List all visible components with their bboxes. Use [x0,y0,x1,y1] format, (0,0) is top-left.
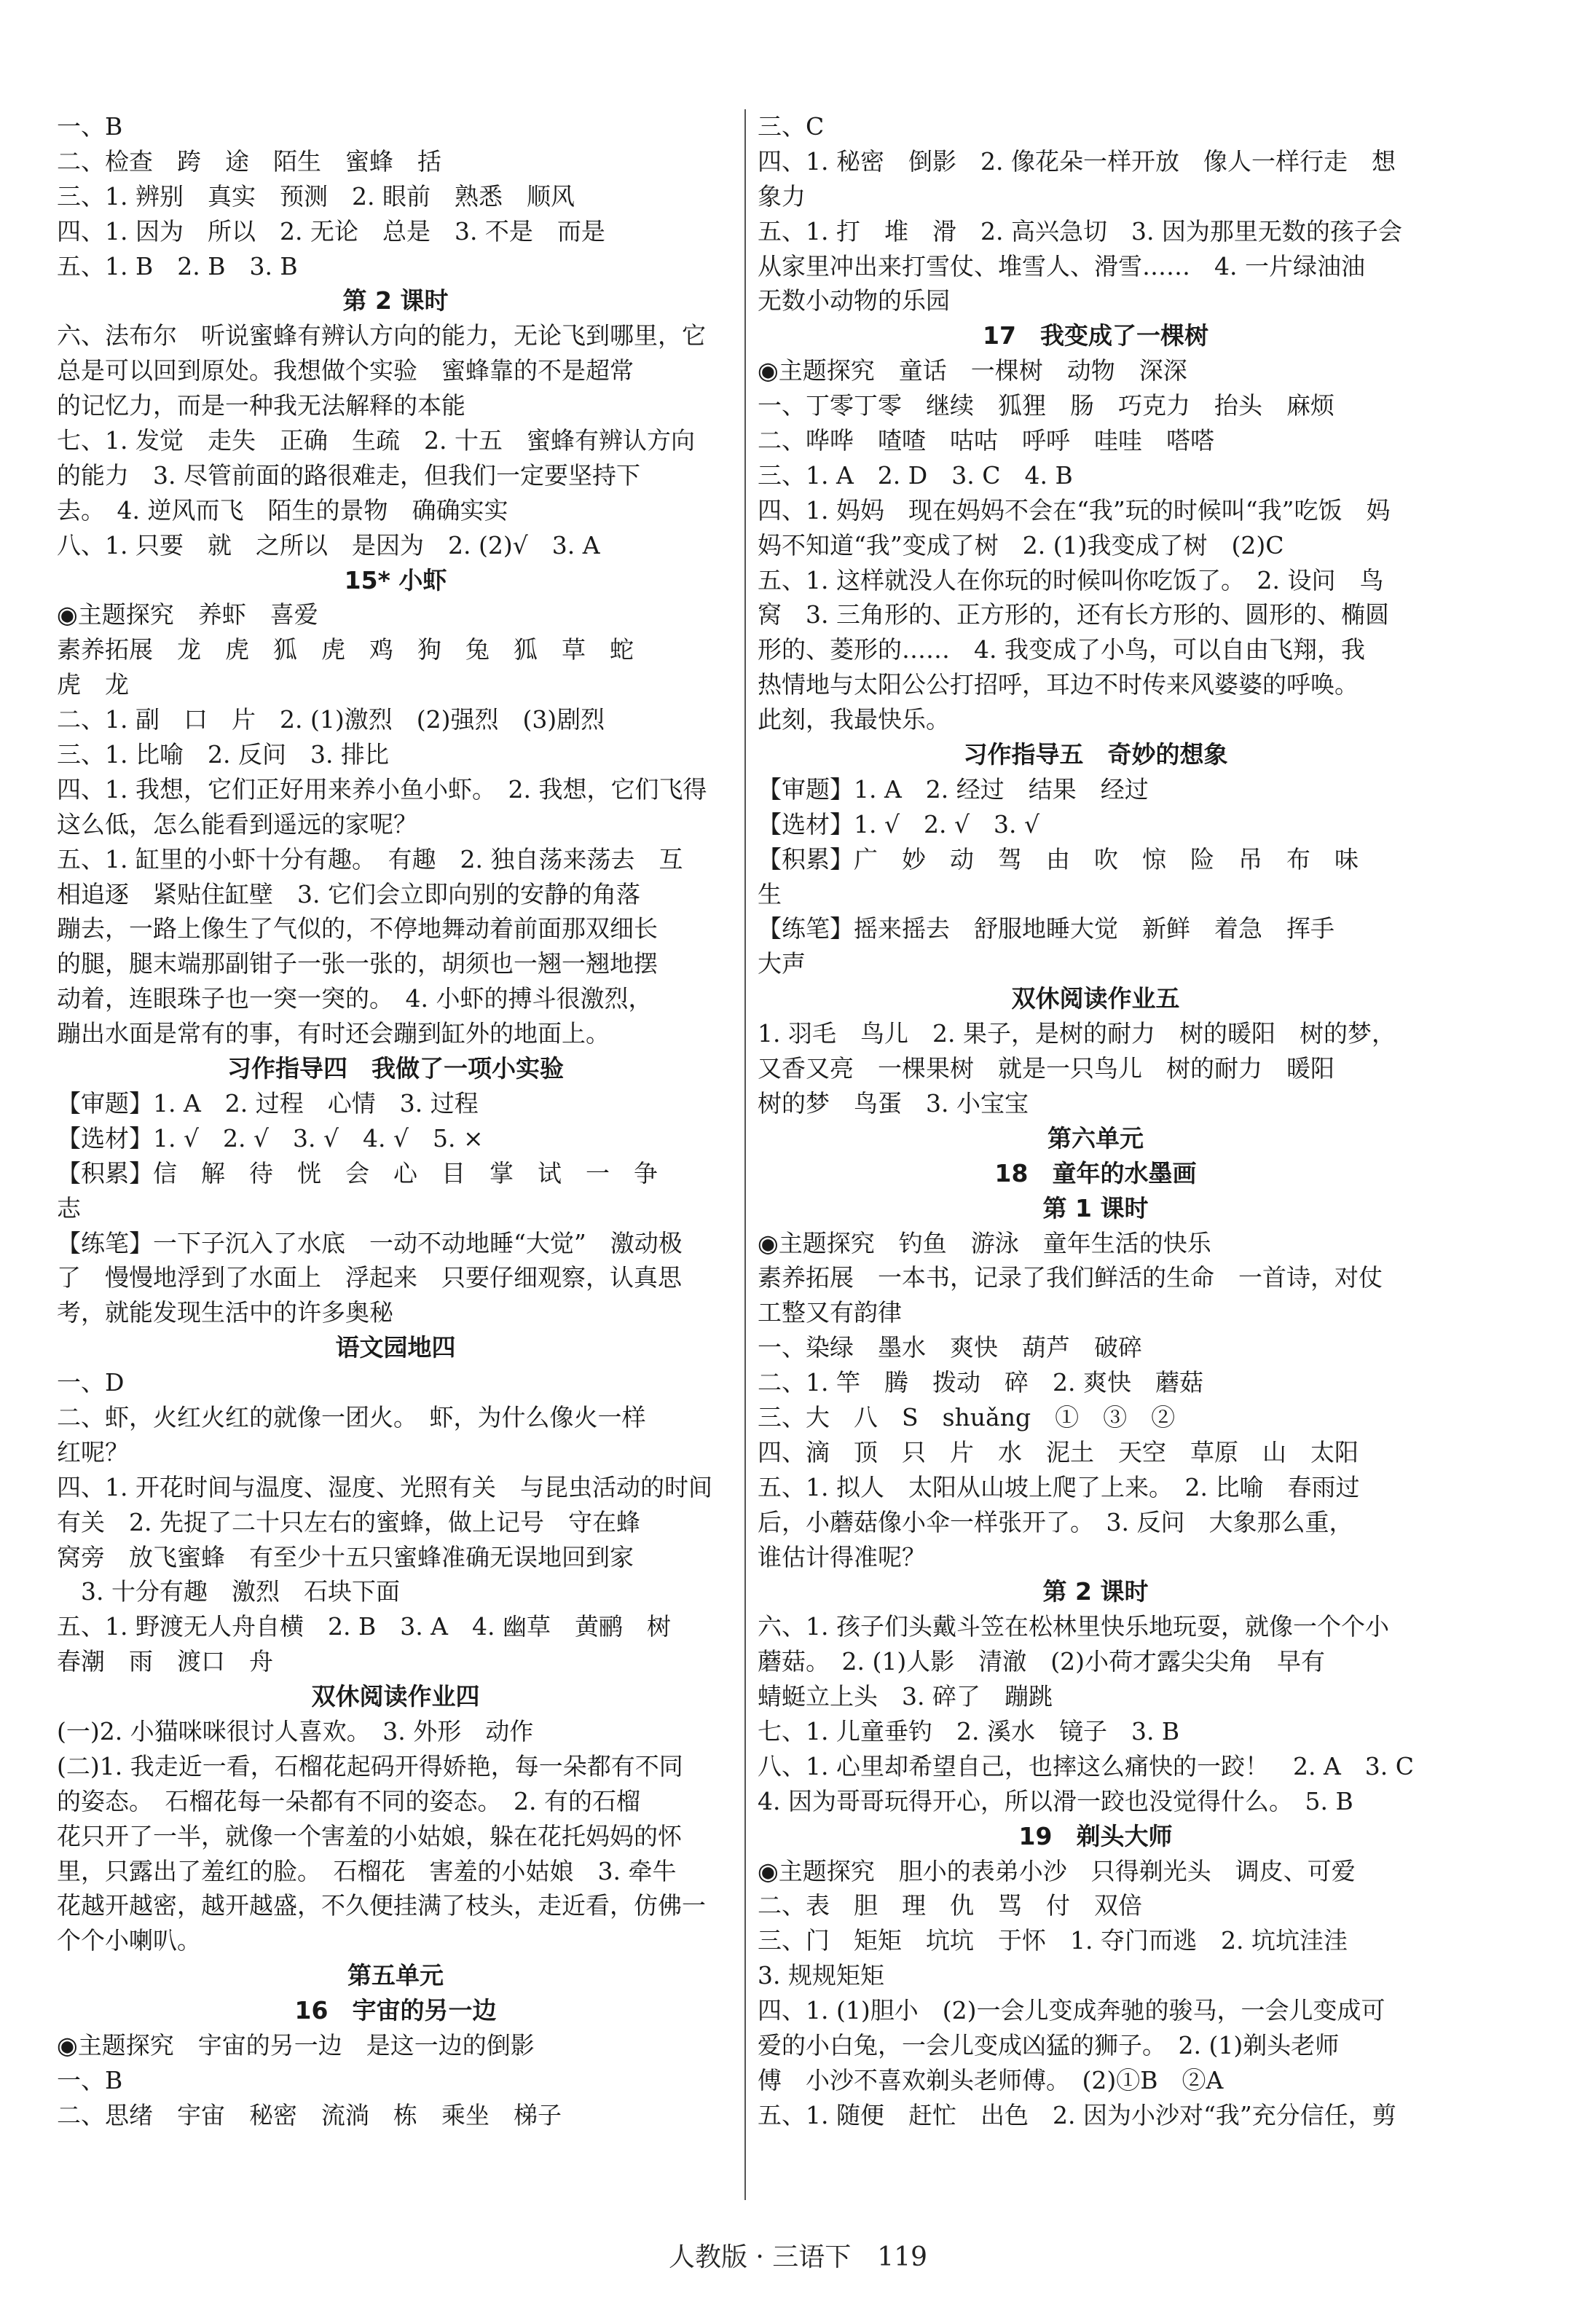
answer-line: 二、表 胆 理 仇 骂 付 双倍 [758,1891,1142,1920]
answer-line: 二、哗哗 喳喳 咕咕 呼呼 哇哇 嗒嗒 [758,426,1214,455]
answer-line: ◉主题探究 宇宙的另一边 是这一边的倒影 [57,2030,535,2059]
answer-line: 素养拓展 龙 虎 狐 虎 鸡 狗 兔 狐 草 蛇 [57,635,634,664]
answer-line: 八、1. 心里却希望自己，也摔这么痛快的一跤！ 2. A 3. C [758,1751,1415,1780]
answer-line: 【审题】1. A 2. 经过 结果 经过 [758,774,1149,804]
section-heading: 19 剃头大师 [1018,1821,1173,1850]
section-heading: 15* 小虾 [344,565,447,594]
column-divider [744,109,746,2200]
answer-line: 素养拓展 一本书，记录了我们鲜活的生命 一首诗，对仗 [758,1263,1383,1292]
answer-line: 花只开了一半，就像一个害羞的小姑娘，躲在花托妈妈的怀 [57,1821,682,1850]
answer-line: 五、1. 野渡无人舟自横 2. B 3. A 4. 幽草 黄鹂 树 [57,1612,671,1641]
answer-line: 的能力 3. 尽管前面的路很难走，但我们一定要坚持下 [57,460,640,490]
section-heading: 第 1 课时 [1042,1193,1149,1222]
answer-line: 二、思绪 宇宙 秘密 流淌 栋 乘坐 梯子 [57,2100,562,2129]
answer-line: 又香又亮 一棵果树 就是一只鸟儿 树的耐力 暖阳 [758,1054,1334,1083]
answer-line: 窝 3. 三角形的、正方形的，还有长方形的、圆形的、椭圆 [758,600,1389,629]
answer-line: 四、1. 妈妈 现在妈妈不会在“我”玩的时候叫“我”吃饭 妈 [758,495,1391,525]
answer-line: 三、大 八 S shuǎng ① ③ ② [758,1402,1176,1432]
answer-line: 六、1. 孩子们头戴斗笠在松林里快乐地玩耍，就像一个个小 [758,1612,1389,1641]
answer-line: 三、门 矩矩 坑坑 于怀 1. 夺门而逃 2. 坑坑洼洼 [758,1926,1348,1955]
answer-line: 蜻蜓立上头 3. 碎了 蹦跳 [758,1682,1053,1711]
answer-line: 四、1. 秘密 倒影 2. 像花朵一样开放 像人一样行走 想 [758,146,1396,176]
left-column [57,109,734,2133]
answer-line: 里，只露出了羞红的脸。 石榴花 害羞的小姑娘 3. 牵牛 [57,1856,677,1885]
section-heading: 双休阅读作业四 [311,1682,480,1711]
answer-line: 大声 [758,949,806,978]
answer-line: 生 [758,879,782,908]
answer-line: (二)1. 我走近一看，石榴花起码开得娇艳，每一朵都有不同 [57,1751,683,1780]
answer-line: 四、1. 因为 所以 2. 无论 总是 3. 不是 而是 [57,216,605,246]
answer-line: 二、1. 竿 腾 拨动 碎 2. 爽快 蘑菇 [758,1368,1203,1397]
answer-line: 窝旁 放飞蜜蜂 有至少十五只蜜蜂准确无误地回到家 [57,1542,634,1571]
answer-line: 【选材】1. √ 2. √ 3. √ 4. √ 5. × [57,1123,484,1152]
section-heading: 双休阅读作业五 [1011,984,1180,1013]
answer-line: 有关 2. 先捉了二十只左右的蜜蜂，做上记号 守在蜂 [57,1507,640,1536]
answer-line: 四、1. 开花时间与温度、湿度、光照有关 与昆虫活动的时间 [57,1472,712,1501]
answer-line: 【审题】1. A 2. 过程 心情 3. 过程 [57,1088,479,1118]
answer-line: 四、1. (1)胆小 (2)一会儿变成奔驰的骏马，一会儿变成可 [758,1996,1385,2025]
answer-line: 五、1. 打 堆 滑 2. 高兴急切 3. 因为那里无数的孩子会 [758,216,1402,246]
answer-line: 一、B [57,2065,123,2094]
answer-line: 爱的小白兔，一会儿变成凶猛的狮子。 2. (1)剃头老师 [758,2030,1340,2059]
answer-line: 妈不知道“我”变成了树 2. (1)我变成了树 (2)C [758,530,1284,559]
answer-line: 此刻，我最快乐。 [758,705,950,734]
answer-line: 【练笔】摇来摇去 舒服地睡大觉 新鲜 着急 挥手 [758,914,1334,943]
answer-line: 3. 十分有趣 激烈 石块下面 [57,1577,400,1606]
answer-line: 五、1. 缸里的小虾十分有趣。 有趣 2. 独自荡来荡去 互 [57,844,683,873]
answer-line: 动着，连眼珠子也一突一突的。 4. 小虾的搏斗很激烈， [57,984,653,1013]
answer-line: 蹦去，一路上像生了气似的，不停地舞动着前面那双细长 [57,914,658,943]
answer-line: 的腿，腿末端那副钳子一张一张的，胡须也一翘一翘地摆 [57,949,658,978]
section-heading: 第 2 课时 [342,286,449,315]
answer-line: 三、1. 比喻 2. 反问 3. 排比 [57,740,389,769]
answer-line: 后，小蘑菇像小伞一样张开了。 3. 反问 大象那么重， [758,1507,1353,1536]
answer-line: 个个小喇叭。 [57,1926,201,1955]
section-heading: 第五单元 [347,1961,444,1990]
answer-line: 傅 小沙不喜欢剃头老师傅。 (2)①B ②A [758,2065,1224,2094]
section-heading: 语文园地四 [335,1333,456,1362]
answer-line: 蘑菇。 2. (1)人影 清澈 (2)小荷才露尖尖角 早有 [758,1647,1325,1676]
answer-line: 4. 因为哥哥玩得开心，所以滑一跤也没觉得什么。 5. B [758,1786,1353,1815]
section-heading: 第 2 课时 [1042,1577,1149,1606]
answer-line: 二、1. 副 口 片 2. (1)激烈 (2)强烈 (3)剧烈 [57,705,605,734]
answer-line: ◉主题探究 养虾 喜爱 [57,600,318,629]
answer-line: 【积累】广 妙 动 驾 由 吹 惊 险 吊 布 味 [758,844,1359,873]
answer-line: 无数小动物的乐园 [758,286,950,315]
right-column [758,109,1434,2133]
section-heading: 18 童年的水墨画 [994,1158,1197,1187]
answer-line: 一、丁零丁零 继续 狐狸 肠 巧克力 抬头 麻烦 [758,391,1334,420]
answer-line: 五、1. 这样就没人在你玩的时候叫你吃饭了。 2. 设问 鸟 [758,565,1384,594]
answer-line: 工整又有韵律 [758,1298,902,1327]
answer-line: 【积累】信 解 待 恍 会 心 目 掌 试 一 争 [57,1158,658,1187]
answer-line: 象力 [758,181,806,211]
answer-line: 一、B [57,112,123,141]
answer-line: 七、1. 儿童垂钓 2. 溪水 镜子 3. B [758,1716,1180,1745]
answer-line: ◉主题探究 胆小的表弟小沙 只得剃光头 调皮、可爱 [758,1856,1356,1885]
answer-line: 花越开越密，越开越盛，不久便挂满了枝头，走近看，仿佛一 [57,1891,706,1920]
answer-line: 六、法布尔 听说蜜蜂有辨认方向的能力，无论飞到哪里，它 [57,321,706,350]
answer-line: 二、检查 跨 途 陌生 蜜蜂 括 [57,146,441,176]
answer-line: 谁估计得准呢？ [758,1542,926,1571]
answer-line: 一、染绿 墨水 爽快 葫芦 破碎 [758,1333,1142,1362]
answer-line: 的记忆力，而是一种我无法解释的本能 [57,391,465,420]
section-heading: 16 宇宙的另一边 [294,1996,497,2025]
answer-line: 考，就能发现生活中的许多奥秘 [57,1298,393,1327]
answer-line: 去。 4. 逆风而飞 陌生的景物 确确实实 [57,495,508,525]
answer-line: 四、滴 顶 只 片 水 泥土 天空 草原 山 太阳 [758,1437,1359,1466]
answer-line: 五、1. 拟人 太阳从山坡上爬了上来。 2. 比喻 春雨过 [758,1472,1360,1501]
answer-line: 三、1. 辨别 真实 预测 2. 眼前 熟悉 顺风 [57,181,575,211]
answer-line: 形的、菱形的…… 4. 我变成了小鸟，可以自由飞翔，我 [758,635,1365,664]
answer-line: 三、C [758,112,825,141]
answer-line: 树的梦 鸟蛋 3. 小宝宝 [758,1088,1029,1118]
answer-line: 相追逐 紧贴住缸壁 3. 它们会立即向别的安静的角落 [57,879,640,908]
answer-line: 一、D [57,1368,125,1397]
answer-line: ◉主题探究 钓鱼 游泳 童年生活的快乐 [758,1228,1211,1257]
answer-line: 五、1. 随便 赶忙 出色 2. 因为小沙对“我”充分信任，剪 [758,2100,1396,2129]
answer-line: 热情地与太阳公公打招呼，耳边不时传来风婆婆的呼唤。 [758,670,1359,699]
answer-line: 虎 龙 [57,670,129,699]
answer-line: 二、虾，火红火红的就像一团火。 虾，为什么像火一样 [57,1402,646,1432]
answer-line: 红呢？ [57,1437,129,1466]
section-heading: 习作指导五 奇妙的想象 [963,740,1228,769]
section-heading: 17 我变成了一棵树 [983,321,1208,350]
answer-line: 了 慢慢地浮到了水面上 浮起来 只要仔细观察，认真思 [57,1263,682,1292]
answer-line: 的姿态。 石榴花每一朵都有不同的姿态。 2. 有的石榴 [57,1786,640,1815]
answer-line: 春潮 雨 渡口 舟 [57,1647,273,1676]
answer-line: 志 [57,1193,81,1222]
answer-line: 七、1. 发觉 走失 正确 生疏 2. 十五 蜜蜂有辨认方向 [57,426,695,455]
answer-line: (一)2. 小猫咪咪很讨人喜欢。 3. 外形 动作 [57,1716,534,1745]
section-heading: 第六单元 [1047,1123,1144,1152]
answer-line: 三、1. A 2. D 3. C 4. B [758,460,1073,490]
page-footer: 人教版 · 三语下 119 [668,2242,928,2272]
answer-line: 四、1. 我想，它们正好用来养小鱼小虾。 2. 我想，它们飞得 [57,774,707,804]
section-heading: 习作指导四 我做了一项小实验 [227,1054,564,1083]
answer-line: 从家里冲出来打雪仗、堆雪人、滑雪…… 4. 一片绿油油 [758,251,1365,280]
answer-line: 【练笔】一下子沉入了水底 一动不动地睡“大觉” 激动极 [57,1228,683,1257]
answer-line: 蹦出水面是常有的事，有时还会蹦到缸外的地面上。 [57,1019,610,1048]
answer-line: 3. 规规矩矩 [758,1961,884,1990]
answer-line: 1. 羽毛 鸟儿 2. 果子，是树的耐力 树的暖阳 树的梦， [758,1019,1396,1048]
answer-line: 五、1. B 2. B 3. B [57,251,298,280]
answer-line: 【选材】1. √ 2. √ 3. √ [758,809,1040,839]
answer-line: 八、1. 只要 就 之所以 是因为 2. (2)√ 3. A [57,530,600,559]
answer-line: ◉主题探究 童话 一棵树 动物 深深 [758,356,1187,385]
answer-line: 这么低，怎么能看到遥远的家呢？ [57,809,417,839]
answer-line: 总是可以回到原处。我想做个实验 蜜蜂靠的不是超常 [57,356,634,385]
